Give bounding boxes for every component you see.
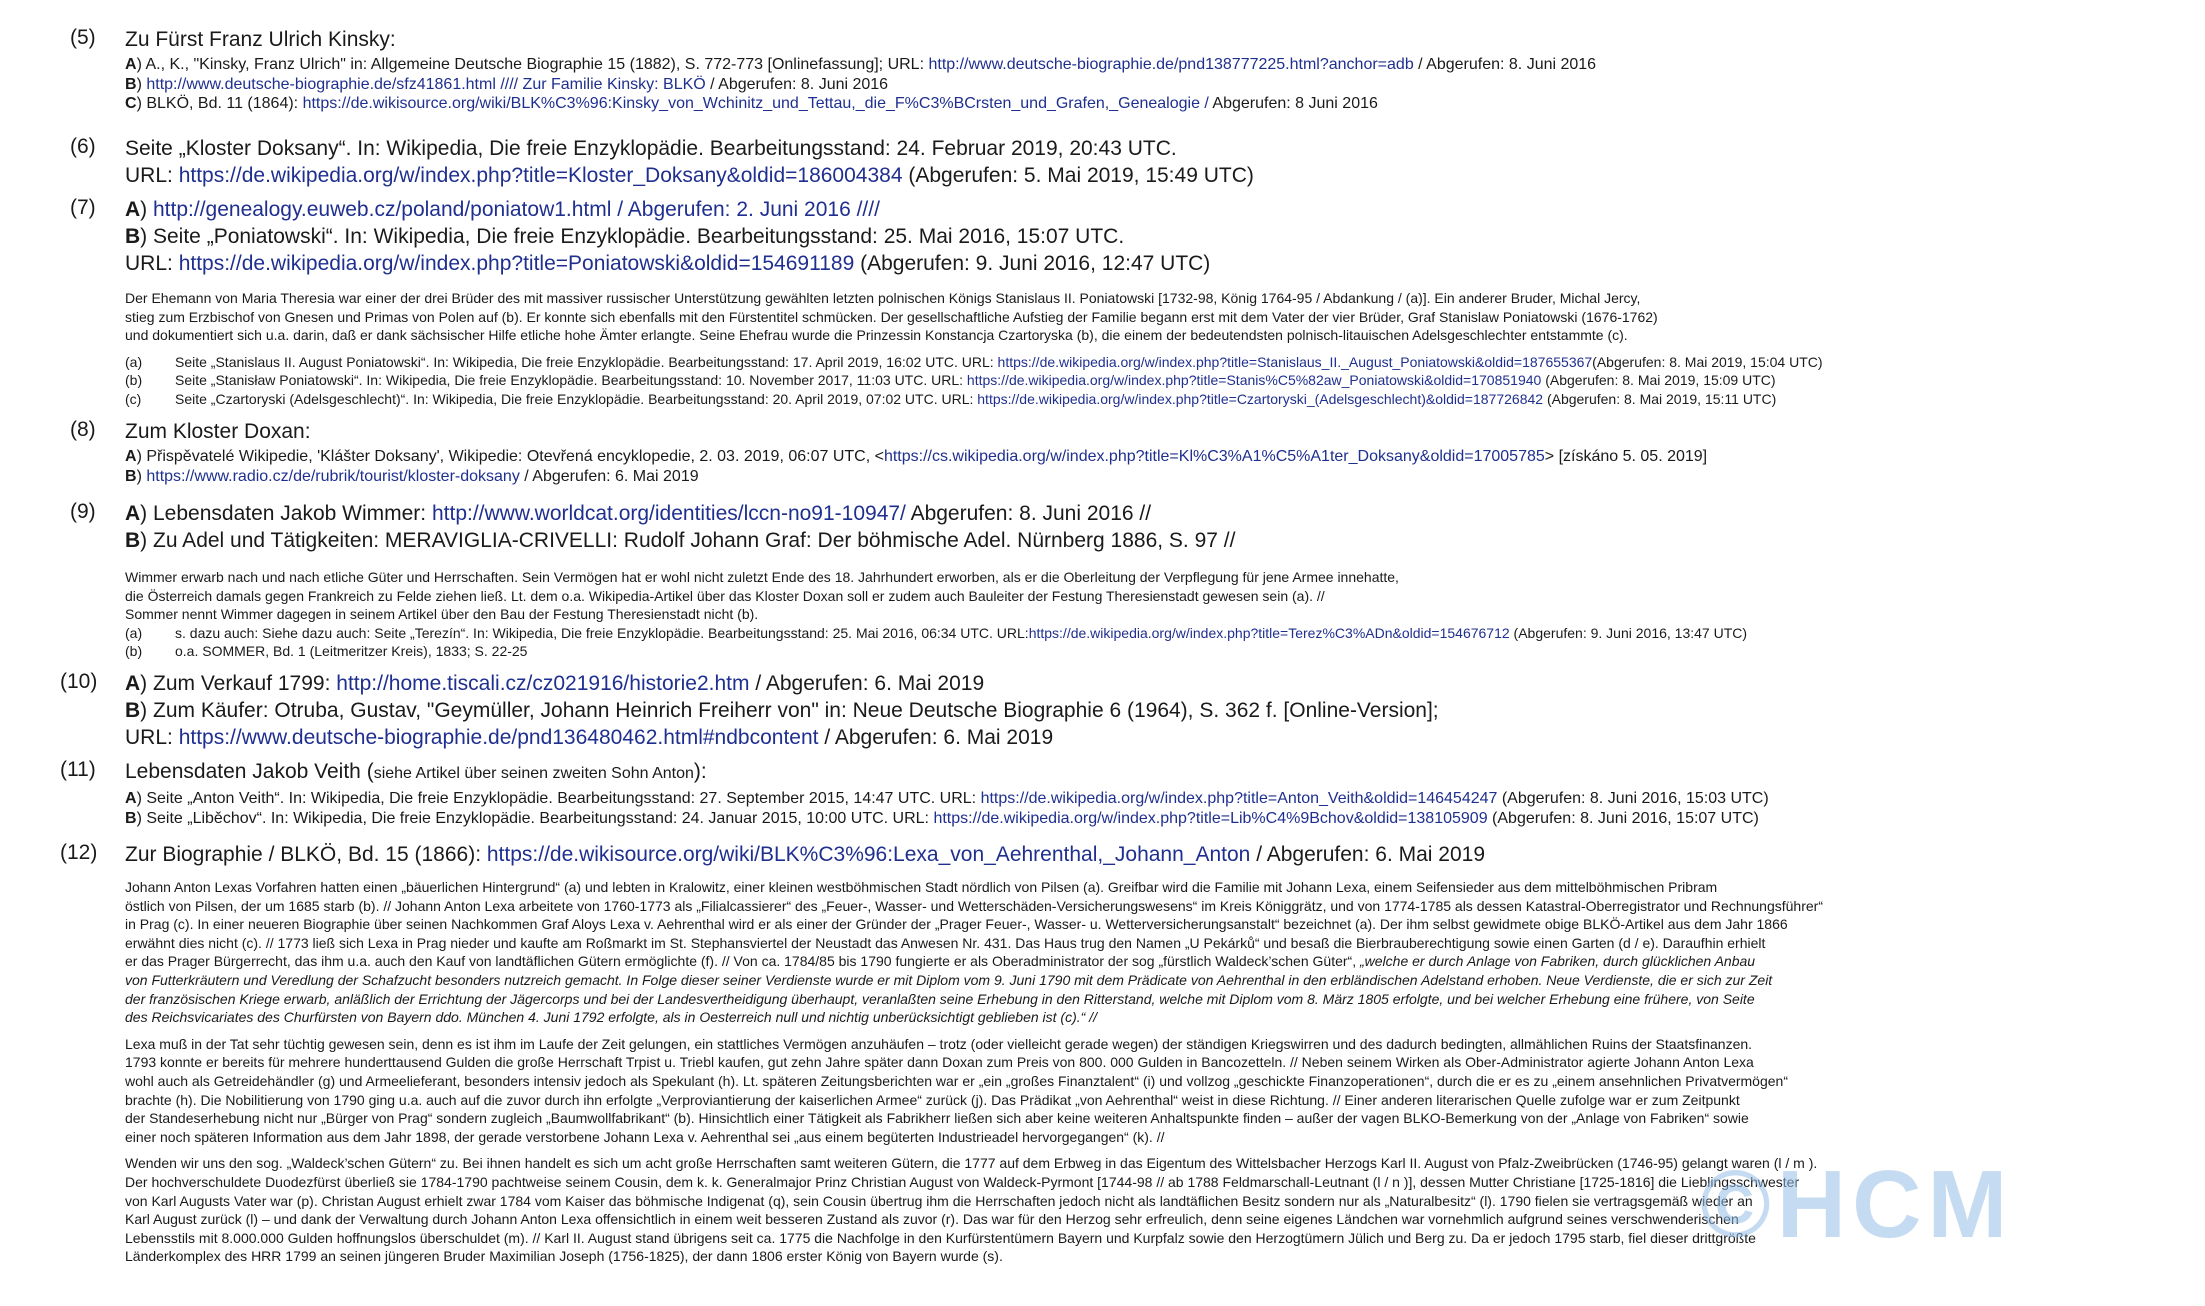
ref-link[interactable]: http://www.deutsche-biographie.de/pnd138777225.html?anchor=adb — [928, 56, 1414, 73]
ref-link[interactable]: https://de.wikipedia.org/w/index.php?title=Stanislaus_II._August_Poniatowski&oldid=187655367 — [997, 353, 1593, 370]
entry-line: URL: https://de.wikipedia.org/w/index.php?title=Kloster_Doksany&oldid=186004384 (Abgerufen: 5. Mai 2019, 15:49 UTC) — [125, 164, 1254, 187]
footnote-a: (a) s. dazu auch: Siehe dazu auch: Seite „Terezín“. In: Wikipedia, Die freie Enzyklopädie. Bearbeitungsstand: 25. Mai 2016, 06:34 UTC. URL:https://de.wikipedia.org/w/index.php?title=Terez%C3%ADn&oldid=154676712 (Abgerufen: 9. Juni 2016, 13:47 UTC) — [125, 624, 1748, 641]
ref-letter: B — [125, 699, 141, 722]
ref-a: A) http://genealogy.euweb.cz/poland/poniatow1.html / Abgerufen: 2. Juni 2016 //// — [125, 198, 880, 221]
ref-a: A) Lebensdaten Jakob Wimmer: http://www.worldcat.org/identities/lccn-no91-10947/ Abgerufen: 8. Juni 2016 // — [125, 502, 1152, 525]
ref-a: A) A., K., "Kinsky, Franz Ulrich" in: Allgemeine Deutsche Biographie 15 (1882), S. 772-773 [Onlinefassung]; URL: http://www.deutsche-biographie.de/pnd138777225.html?anchor=adb / Abgerufen: 8. Juni 2016 — [125, 56, 1597, 73]
ref-letter: B — [125, 529, 141, 552]
ref-link[interactable]: http://www.deutsche-biographie.de/sfz41861.html //// Zur Familie Kinsky: BLKÖ — [146, 75, 706, 93]
ref-letter: B — [125, 809, 137, 827]
ref-letter: A — [125, 56, 137, 73]
ref-letter: C — [125, 95, 137, 112]
entry-number: (11) — [60, 758, 96, 781]
paragraph-2: Lexa muß in der Tat sehr tüchtig gewesen sein, denn es ist ihm im Laufe der Zeit gelungen, ein stattliches Vermögen anzuhäufen – trotz (oder vielleicht gerade wegen) der ständigen Kriegswirren und des dadurch bedingten, allmählichen Ruins der Staatsfinanzen. 1793 konnte er bereits für mehrere hunderttausend Gulden die große Herrschaft Trpist u. Triebl kaufen, gut zehn Jahre später dann Doxan zum Preis von 800. 000 Gulden in Bancozetteln. // Neben seinem Wirken als Ober-Administrator agierte Johann Anton Lexa wohl auch als Getreidehändler (g) und Armeelieferant, besonders intensiv jedoch als Spekulant (h). Lt. späteren Zeitungsberichten war er „ein „großes Finanztalent“ (i) und vollzog „geschickte Finanzoperationen“, durch die er es zu „einem ansehnlichen Privatvermögen“ brachte (h). Die Nobilitierung von 1790 ging u.a. auch auf die zuvor durch ihn erfolgte „Verproviantierung der kaiserlichen Armee“ zurück (j). Das Prädikat „von Aehrenthal“ weist in diese Richtung. // Einer anderen literarischen Quelle zufolge war er zum Zeitpunkt der Standeserhebung nicht nur „Bürger von Prag“ sondern zugleich „Baumwollfabrikant“ (b). Hinsichtlich einer Tätigkeit als Fabrikherr ließen sich aber keine weiteren Anhaltspunkte finden – außer der vagen BLKO-Bemerkung von der „Anlage von Fabriken“ sowie einer noch späteren Information aus dem Jahr 1898, der gerade verstorbene Johann Lexa v. Aehrenthal sei „aus einem begüterten Industriеadel hervorgegangen“ (k). // — [125, 1035, 1788, 1145]
entry-number: (7) — [70, 196, 96, 219]
ref-letter: B — [125, 467, 137, 485]
entry-heading: Zum Kloster Doxan: — [125, 420, 311, 443]
ref-b: B) Zum Käufer: Otruba, Gustav, "Geymüller, Johann Heinrich Freiherr von" in: Neue Deutsche Biographie 6 (1964), S. 362 f. [Online-Version]; — [125, 699, 1439, 722]
footnote-b: (b) o.a. SOMMER, Bd. 1 (Leitmeritzer Kreis), 1833; S. 22-25 — [125, 643, 528, 660]
entry-heading: Zu Fürst Franz Ulrich Kinsky: — [125, 28, 396, 51]
ref-link[interactable]: https://de.wikipedia.org/w/index.php?title=Poniatowski&oldid=154691189 — [178, 252, 855, 275]
entry-heading: Zur Biographie / BLKÖ, Bd. 15 (1866): https://de.wikisource.org/wiki/BLK%C3%96:Lexa_von_Aehrenthal,_Johann_Anton / Abgerufen: 6. Mai 2019 — [125, 843, 1486, 866]
entry-number: (5) — [70, 26, 96, 49]
entry-paragraph: Wimmer erwarb nach und nach etliche Güter und Herrschaften. Sein Vermögen hat er wohl nicht zuletzt Ende des 18. Jahrhundert erworben, als er die Oberleitung der Verpflegung für jene Armee innehatte, die Österreich damals gegen Frankreich zu Felde ziehen ließ. Lt. dem o.a. Wikipedia-Artikel über das Kloster Doxan soll er zudem auch Bauleiter der Festung Theresienstadt gewesen sein (a). // Sommer nennt Wimmer dagegen in seinem Artikel über den Bau der Festung Theresienstadt nicht (b). — [125, 569, 1399, 623]
ref-link[interactable]: https://cs.wikipedia.org/w/index.php?title=Kl%C3%A1%C5%A1ter_Doksany&oldid=17005785 — [883, 448, 1545, 465]
ref-link[interactable]: https://www.deutsche-biographie.de/pnd136480462.html#ndbcontent — [178, 726, 819, 749]
ref-b: B) Seite „Liběchov“. In: Wikipedia, Die freie Enzyklopädie. Bearbeitungsstand: 24. Januar 2015, 10:00 UTC. URL: https://de.wikipedia.org/w/index.php?title=Lib%C4%9Bchov&oldid=138105909 (Abgerufen: 8. Juni 2016, 15:07 UTC) — [125, 809, 1759, 827]
ref-c: URL: https://www.deutsche-biographie.de/pnd136480462.html#ndbcontent / Abgerufen: 6. Mai 2019 — [125, 726, 1054, 749]
ref-link[interactable]: https://de.wikipedia.org/w/index.php?title=Lib%C4%9Bchov&oldid=138105909 — [933, 809, 1488, 827]
watermark: ©HCM — [1700, 1151, 2014, 1258]
ref-b: B) Zu Adel und Tätigkeiten: MERAVIGLIA-CRIVELLI: Rudolf Johann Graf: Der böhmische Adel. Nürnberg 1886, S. 97 // — [125, 529, 1236, 552]
footnote-a: (a) Seite „Stanislaus II. August Poniatowski“. In: Wikipedia, Die freie Enzyklopädie. Bearbeitungsstand: 17. April 2019, 16:02 UTC. URL: https://de.wikipedia.org/w/index.php?title=Stanislaus_II._August_Poniatowski&oldid=187655367(Abgerufen: 8. Mai 2019, 15:04 UTC) — [125, 353, 1823, 370]
footnotes — [125, 353, 2155, 409]
entry-number: (8) — [70, 418, 96, 441]
ref-letter: A — [125, 502, 141, 525]
ref-letter: B — [125, 225, 141, 248]
ref-link[interactable]: https://de.wikipedia.org/w/index.php?title=Anton_Veith&oldid=146454247 — [980, 790, 1498, 807]
ref-link[interactable]: http://genealogy.euweb.cz/poland/poniatow1.html / Abgerufen: 2. Juni 2016 //// — [153, 198, 880, 221]
footnote-b: (b) Seite „Stanisław Poniatowski“. In: Wikipedia, Die freie Enzyklopädie. Bearbeitungsstand: 10. November 2017, 11:03 UTC. URL: https://de.wikipedia.org/w/index.php?title=Stanis%C5%82aw_Poniatowski&oldid=170851940 (Abgerufen: 8. Mai 2019, 15:09 UTC) — [125, 372, 1776, 389]
ref-c: C) BLKÖ, Bd. 11 (1864): https://de.wikisource.org/wiki/BLK%C3%96:Kinsky_von_Wchinitz_und_Tettau,_die_F%C3%BCrsten_und_Grafen,_Genealogie / Abgerufen: 8 Juni 2016 — [125, 95, 1378, 112]
entry-number: (6) — [70, 135, 96, 158]
ref-b: B) http://www.deutsche-biographie.de/sfz41861.html //// Zur Familie Kinsky: BLKÖ / Abgerufen: 8. Juni 2016 — [125, 75, 889, 93]
entry-number: (10) — [60, 670, 98, 693]
footnote-c: (c) Seite „Czartoryski (Adelsgeschlecht)“. In: Wikipedia, Die freie Enzyklopädie. Bearbeitungsstand: 20. April 2019, 07:02 UTC. URL: https://de.wikipedia.org/w/index.php?title=Czartoryski_(Adelsgeschlecht)&oldid=187726842 (Abgerufen: 8. Mai 2019, 15:11 UTC) — [125, 390, 1777, 407]
ref-letter: A — [125, 198, 141, 221]
ref-b: B) https://www.radio.cz/de/rubrik/tourist/kloster-doksany / Abgerufen: 6. Mai 2019 — [125, 467, 699, 485]
ref-link[interactable]: https://www.radio.cz/de/rubrik/tourist/kloster-doksany — [146, 467, 520, 485]
ref-letter: A — [125, 448, 137, 465]
ref-letter: B — [125, 75, 137, 93]
ref-c: URL: https://de.wikipedia.org/w/index.php?title=Poniatowski&oldid=154691189 (Abgerufen: 9. Juni 2016, 12:47 UTC) — [125, 252, 1211, 275]
entry-heading: Lebensdaten Jakob Veith (siehe Artikel über seinen zweiten Sohn Anton): — [125, 760, 707, 783]
entry-number: (12) — [60, 841, 98, 864]
entry-line: Seite „Kloster Doksany“. In: Wikipedia, Die freie Enzyklopädie. Bearbeitungsstand: 24. Februar 2019, 20:43 UTC. — [125, 137, 1177, 160]
paragraph-3: Wenden wir uns den sog. „Waldeck’schen Gütern“ zu. Bei ihnen handelt es sich um acht große Herrschaften samt weiteren Gütern, die 1777 auf dem Erbweg in das Eigentum des Wittelsbacher Herzogs Karl II. August von Pfalz-Zweibrücken (1746-95) gelangt waren (l / m ). Der hochverschuldete Duodezfürst überließ sie 1784-1790 pachtweise seinem Cousin, dem k. k. Generalmajor Prinz Christian August von Waldeck-Pyrmont [1744-98 // ab 1788 Feldmarschall-Leutnant (l / n )], dessen Mutter Christiane [1725-1816] die Lieblingsschwester von Karl Augusts Vater war (p). Christan August erhielt zwar 1784 vom Kaiser das böhmische Indigenat (q), sein Cousin übertrug ihm die Herrschaften jedoch nicht als landtäflichen Besitz sondern nur als „Naturalbesitz“ (l). 1790 fielen sie vertragsgemäß wieder an Karl August zurück (l) – und dank der Verwaltung durch Johann Anton Lexa offensichtlich in einem weit besseren Zustand als zuvor (r). Das war für den Herzog sehr erfreulich, denn seine eigenes Ländchen war vornehmlich aufgrund seines verschwenderischen Lebensstils mit 8.000.000 Gulden hoffnungslos überschuldet (m). // Karl II. August stand übrigens seit ca. 1775 die Nachfolge in den Kurfürstentümern Bayern und Kurpfalz sowie den Herzogtümern Jülich und Berg zu. Da er jedoch 1795 starb, fiel dieser drittgrößte Länderkomplex des HRR 1799 an seinen jüngeren Bruder Maximilian Joseph (1756-1825), der dann 1806 erster König von Bayern wurde (s). — [125, 1155, 1818, 1265]
footnotes — [125, 624, 2155, 661]
ref-link[interactable]: https://de.wikipedia.org/w/index.php?title=Kloster_Doksany&oldid=186004384 — [178, 164, 903, 187]
ref-link[interactable]: https://de.wikipedia.org/w/index.php?title=Stanis%C5%82aw_Poniatowski&oldid=170851940 — [966, 372, 1542, 389]
ref-letter: A — [125, 790, 137, 807]
ref-b: B) Seite „Poniatowski“. In: Wikipedia, Die freie Enzyklopädie. Bearbeitungsstand: 25. Mai 2016, 15:07 UTC. — [125, 225, 1125, 248]
entry-number: (9) — [70, 500, 96, 523]
ref-link[interactable]: https://de.wikipedia.org/w/index.php?title=Czartoryski_(Adelsgeschlecht)&oldid=187726842 — [977, 390, 1544, 407]
ref-link[interactable]: http://www.worldcat.org/identities/lccn-no91-10947/ — [431, 502, 906, 525]
ref-a: A) Přispěvatelé Wikipedie, 'Klášter Doksany', Wikipedie: Otevřená encyklopedie, 2. 03. 2019, 06:07 UTC, <https://cs.wikipedia.org/w/index.php?title=Kl%C3%A1%C5%A1ter_Doksany&oldid=17005785> [získáno 5. 05. 2019] — [125, 448, 1708, 465]
entry-paragraph: Der Ehemann von Maria Theresia war einer der drei Brüder des mit massiver russischer Unterstützung gewählten letzten polnischen Königs Stanislaus II. Poniatowski [1732-98, König 1764-95 / Abdankung / (a)]. Ein anderer Bruder, Michal Jercy, stieg zum Erzbischof von Gnesen und Primas von Polen auf (b). Er konnte sich ebenfalls mit den Fürstentitel schmücken. Der gesellschaftliche Aufstieg der Familie begann erst mit dem Vater der vier Brüder, Graf Stanislaw Poniatowski (1676-1762) und dokumentiert sich u.a. darin, daß er dank sächsischer Hilfe etliche hohe Ämter erlangte. Seine Ehefrau wurde die Prinzessin Konstancja Czartoryska (b), die einem der bedeutendsten polnisch-litauischen Adelsgeschlechter entstammte (c). — [125, 290, 1658, 344]
ref-a: A) Seite „Anton Veith“. In: Wikipedia, Die freie Enzyklopädie. Bearbeitungsstand: 27. September 2015, 14:47 UTC. URL: https://de.wikipedia.org/w/index.php?title=Anton_Veith&oldid=146454247 (Abgerufen: 8. Juni 2016, 15:03 UTC) — [125, 790, 1769, 807]
ref-link[interactable]: https://de.wikipedia.org/w/index.php?title=Terez%C3%ADn&oldid=154676712 — [1028, 624, 1510, 641]
ref-link[interactable]: https://de.wikisource.org/wiki/BLK%C3%96:Lexa_von_Aehrenthal,_Johann_Anton — [486, 843, 1251, 866]
ref-link[interactable]: https://de.wikisource.org/wiki/BLK%C3%96:Kinsky_von_Wchinitz_und_Tettau,_die_F%C3%BCrsten_und_Grafen,_Genealogie / — [302, 95, 1209, 112]
paragraph-1: Johann Anton Lexas Vorfahren hatten einen „bäuerlichen Hintergrund“ (a) und lebten in Kralowitz, einer kleinen westböhmischen Stadt nördlich von Pilsen (a). Greifbar wird die Familie mit Johann Lexa, einem Seifensieder aus dem mittelböhmischen Pribram östlich von Pilsen, der um 1685 starb (b). // Johann Anton Lexa arbeitete von 1760-1773 als „Filialcassierer“ des „Feuer-, Wasser- und Wetterschäden-Versicherungswesens“ im Kreis Königgrätz, und von 1774-1785 als dessen Katastral-Oberregistrator und Rechnungsführer“ in Prag (c). In einer neueren Biographie über seinen Nachkommen Graf Aloys Lexa v. Aehrenthal wird er als einer der Gründer der „Prager Feuer-, Wasser- u. Wetterversicherungsanstalt“ bezeichnet (a). Der ihm selbst gewidmete obige BLKÖ-Artikel aus dem Jahr 1866 erwähnt dies nicht (c). // 1773 ließ sich Lexa in Prag nieder und kaufte am Roßmarkt im St. Stephansviertel der Neustadt das Anwesen Nr. 431. Das Haus trug den Namen „U Pekárků“ und besaß die Bierbrauberechtigung sowie einen Garten (d / e). Daraufhin erhielt er das Prager Bürgerrecht, das ihm u.a. auch den Kauf von landtäflichen Gütern ermöglichte (f). // Von ca. 1784/85 bis 1790 fungierte er als Oberadministrator der sog „fürstlich Waldeck’schen Güter“, „welche er durch Anlage von Fabriken, durch glücklichen Anbau von Futterkräutern und Veredlung der Schafzucht besonders nutzreich gemacht. In Folge dieser seiner Verdienste wurde er mit Diplom vom 9. Juni 1790 mit dem Prädicate von Aehrenthal in den erbländischen Adelstand erhoben. Neue Verdienste, die er sich zur Zeit der französischen Kriege erwarb, anläßlich der Errichtung der Jägercorps und bei der Landesvertheidigung überhaupt, veranlaßten seine Erhebung in den Ritterstand, welche mit Diplom vom 8. März 1805 erfolgte, und bei welcher Erhebung eine frühere, von Seite des Reichsvicariates des Churfürsten von Bayern ddo. München 4. Juni 1792 erfolgte, als in Oesterreich null und nichtig unberücksichtigt geblieben ist (c).“ // — [125, 879, 1823, 1026]
ref-a: A) Zum Verkauf 1799: http://home.tiscali.cz/cz021916/historie2.htm / Abgerufen: 6. Mai 2019 — [125, 672, 985, 695]
ref-letter: A — [125, 672, 141, 695]
ref-link[interactable]: http://home.tiscali.cz/cz021916/historie2.htm — [336, 672, 750, 695]
